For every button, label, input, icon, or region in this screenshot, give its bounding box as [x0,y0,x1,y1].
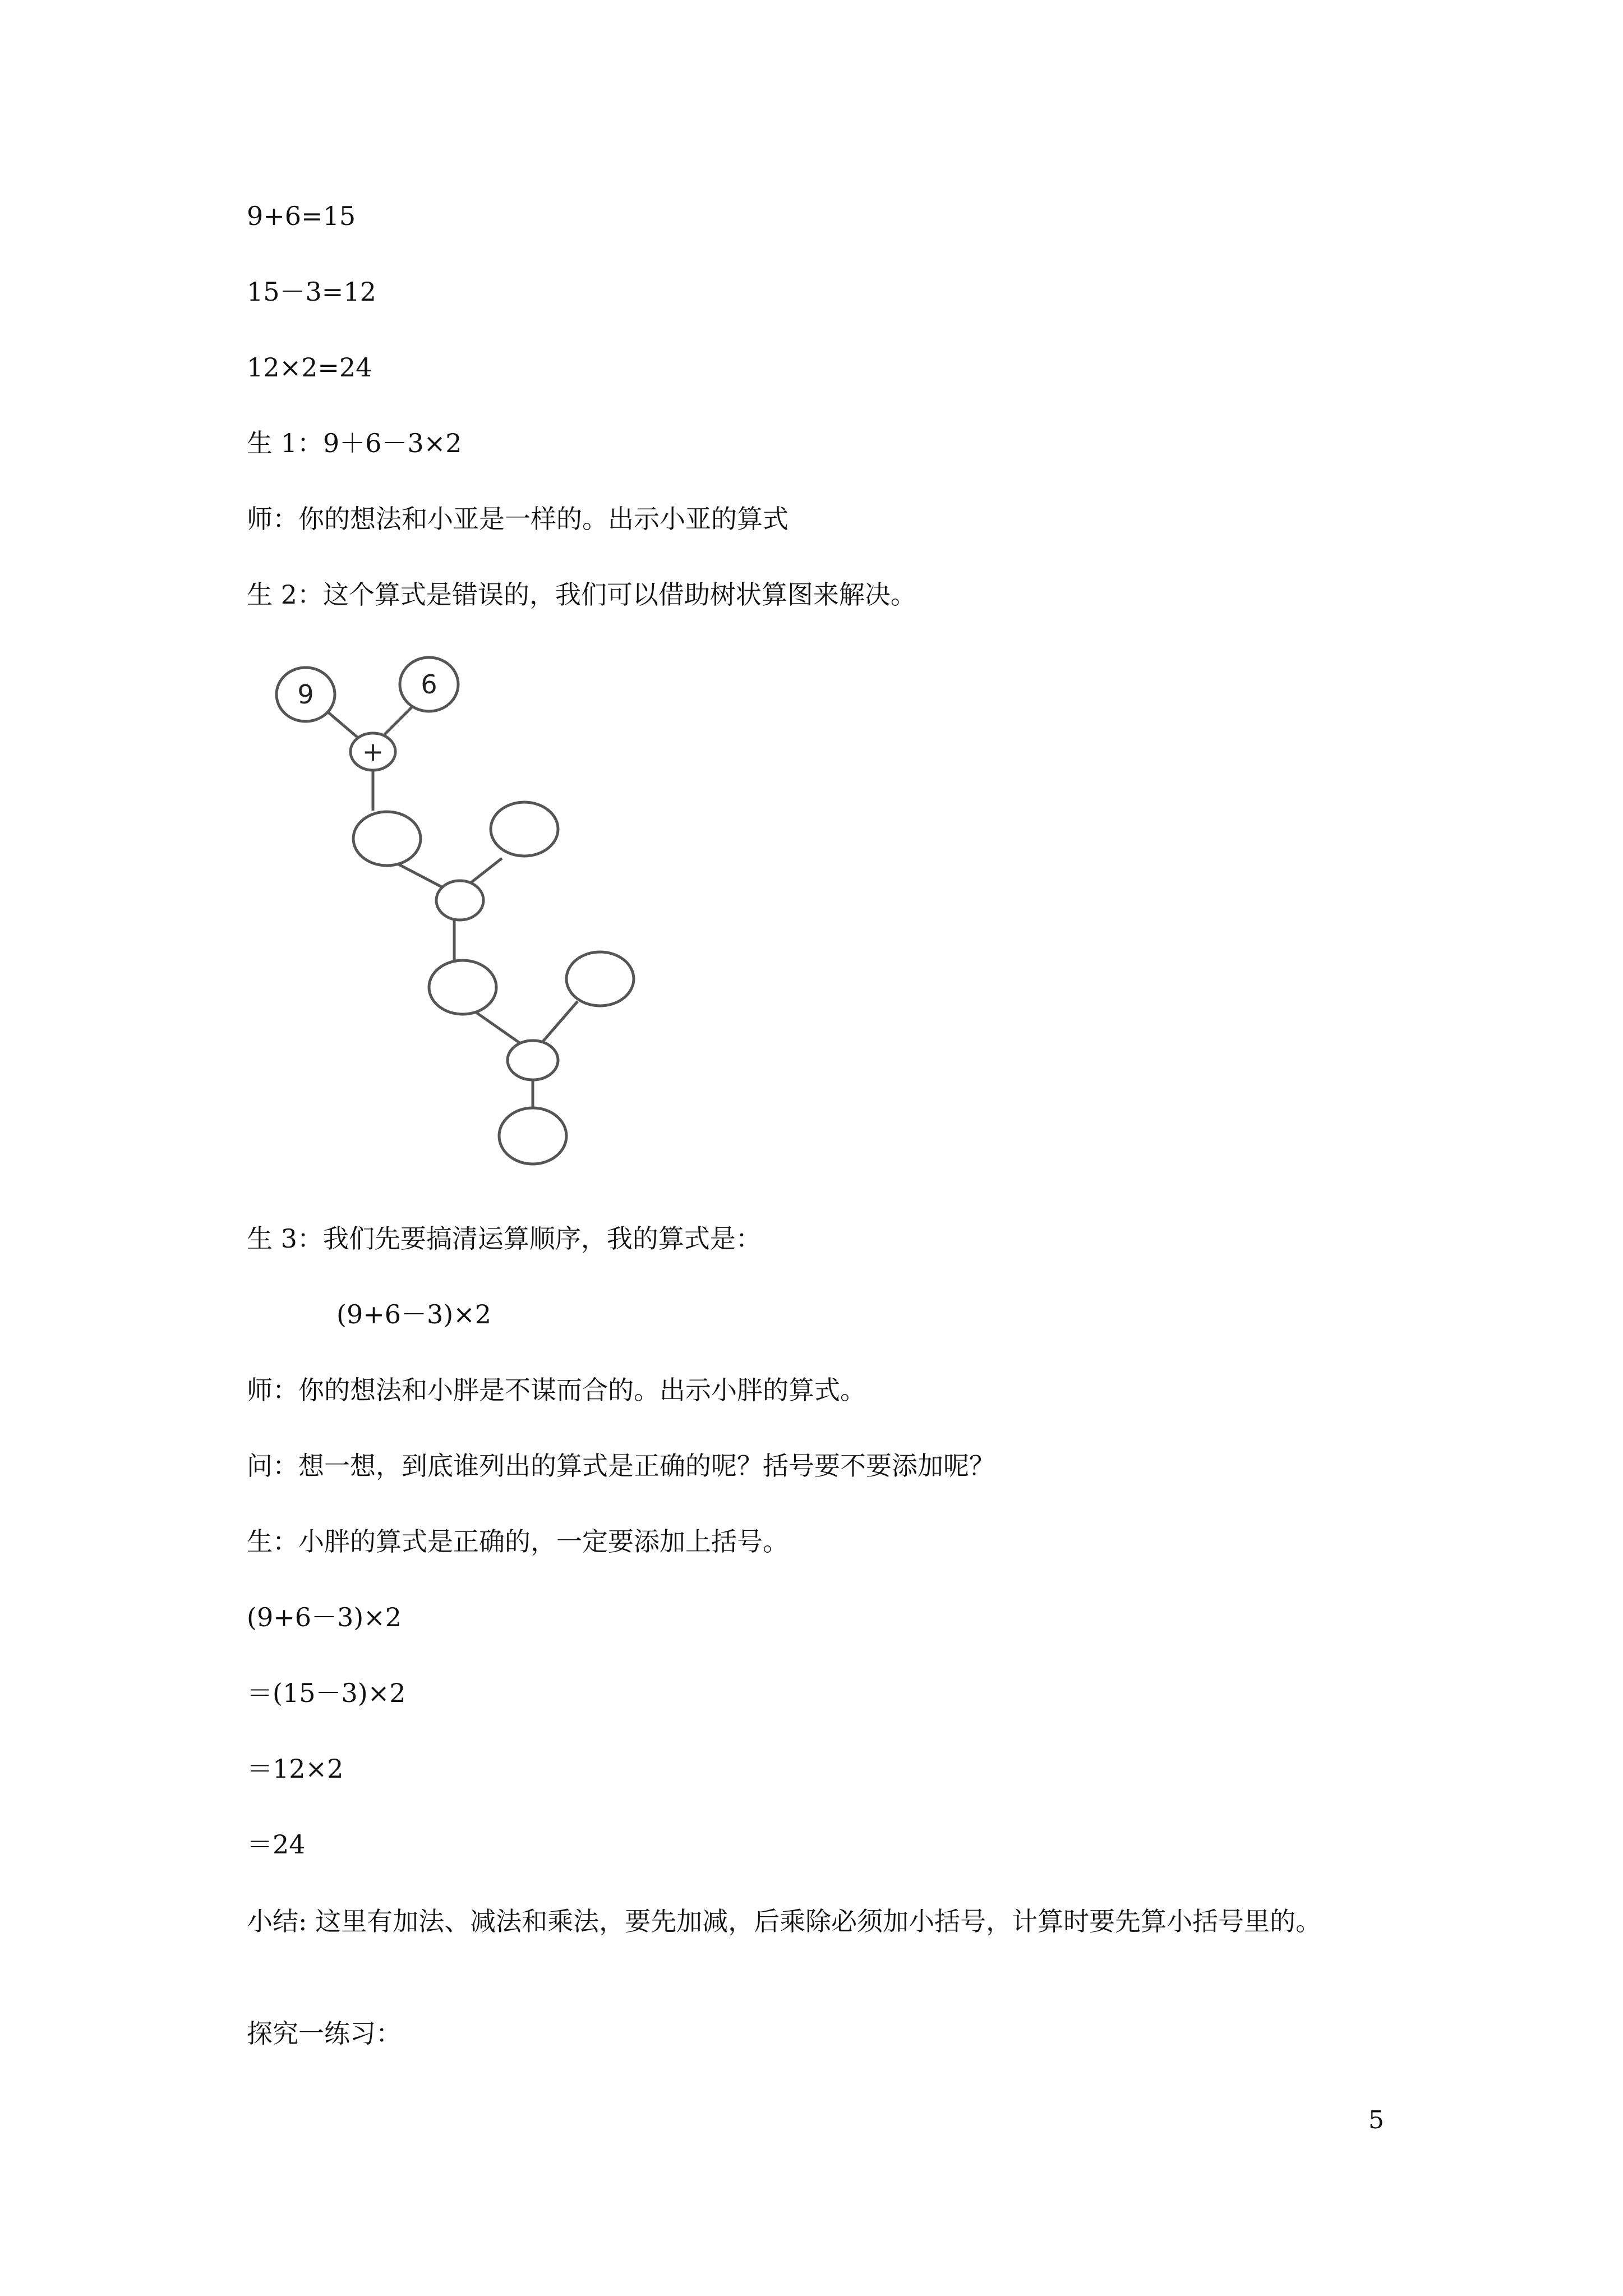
tree-node-label-9: 9 [297,679,314,710]
tree-edge [541,1001,578,1043]
tree-node-label-6: 6 [421,669,437,700]
page-number: 5 [1368,2106,1384,2134]
calc-line-2: 15－3=12 [247,277,376,307]
tree-node-empty [353,812,421,866]
student-3-answer: 生 3：我们先要搞清运算顺序，我的算式是： [247,1223,762,1254]
calc-line-3: 12×2=24 [247,352,372,383]
exercise-heading: 探究一练习： [247,2018,402,2049]
solution-step-3: ＝12×2 [247,1754,344,1784]
solution-step-1: (9+6－3)×2 [247,1602,402,1632]
tree-node-operator-empty [508,1041,558,1080]
teacher-remark-2: 师：你的想法和小胖是不谋而合的。出示小胖的算式。 [247,1375,866,1405]
calc-line-1: 9+6=15 [247,201,356,231]
tree-node-empty [566,952,634,1006]
tree-node-result-empty [499,1108,566,1164]
tree-calculation-diagram [269,648,662,1186]
student-2-answer: 生 2：这个算式是错误的，我们可以借助树状算图来解决。 [247,579,916,610]
tree-node-label-plus: + [362,737,384,767]
tree-node-operator-empty [436,881,483,920]
summary-paragraph: 小结: 这里有加法、减法和乘法，要先加减，后乘除必须加小括号，计算时要先算小括号里的。 [247,1906,1322,1936]
student-conclusion: 生：小胖的算式是正确的，一定要添加上括号。 [247,1526,789,1557]
tree-node-empty [491,802,558,856]
solution-step-2: ＝(15－3)×2 [247,1678,406,1708]
student-1-answer: 生 1：9＋6－3×2 [247,428,462,458]
teacher-remark-1: 师：你的想法和小亚是一样的。出示小亚的算式 [247,504,789,534]
question-line: 问：想一想，到底谁列出的算式是正确的呢？括号要不要添加呢？ [247,1451,995,1481]
tree-node-empty [429,960,496,1014]
student-3-formula: (9+6－3)×2 [336,1299,492,1329]
solution-step-4: ＝24 [247,1829,306,1860]
